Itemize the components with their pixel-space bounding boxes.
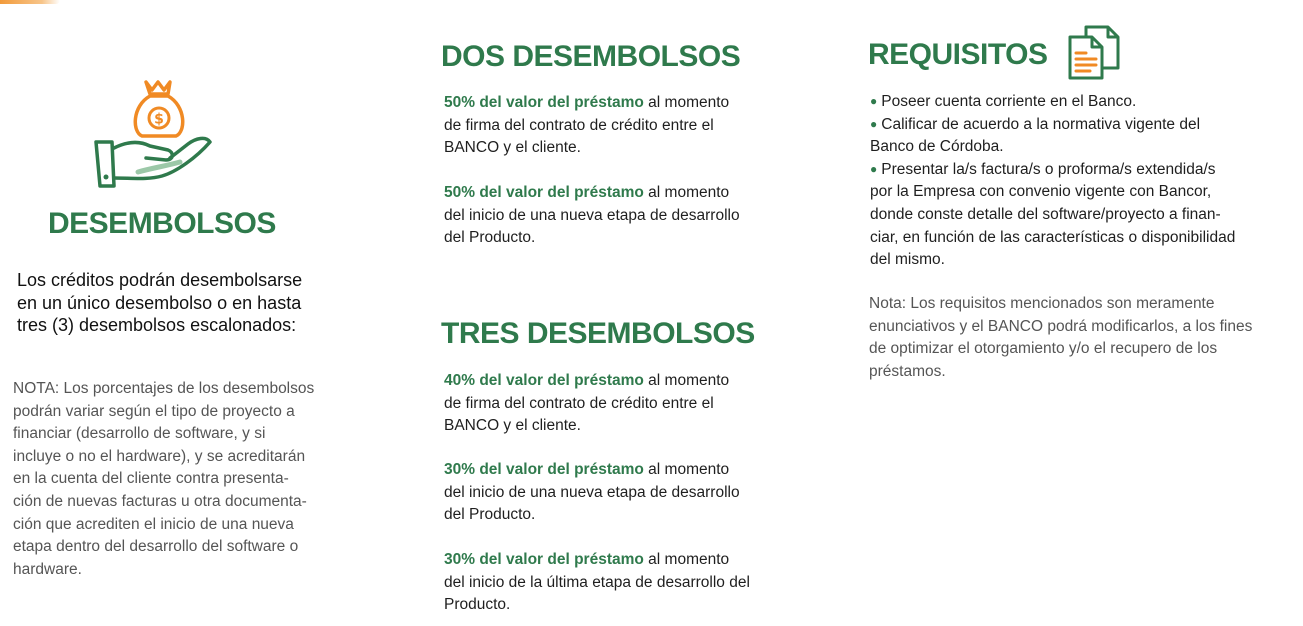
note-line: enunciativos y el BANCO podrá modificarlos, a los fines [869, 317, 1253, 335]
note-line: Nota: Los requisitos mencionados son meramente [869, 295, 1215, 312]
percentage-highlight: 30% del valor del préstamo [444, 551, 644, 568]
item-text: donde conste detalle del software/proyecto a finan- [870, 205, 1221, 223]
item-text: Calificar de acuerdo a la normativa vigente del [881, 115, 1201, 133]
note-line: de optimizar el otorgamiento y/o el recupero de los [869, 340, 1218, 358]
desembolsos-intro [17, 269, 347, 337]
note-line: ción que acrediten el inicio de una nueva [13, 515, 294, 533]
corner-accent [0, 0, 60, 4]
desembolsos-note [13, 378, 353, 581]
documents-icon [1066, 24, 1124, 82]
item-text: Presentar la/s factura/s o proforma/s extendida/s [881, 160, 1216, 178]
requisitos-list [870, 91, 1290, 272]
svg-text:$: $ [154, 111, 164, 128]
item-text: al momento [643, 461, 730, 478]
item-text: ciar, en función de las características o disponibilidad [870, 228, 1236, 246]
item-text: al momento [643, 94, 730, 111]
item-text: del Producto. [444, 506, 536, 524]
note-line: préstamos. [869, 362, 946, 380]
percentage-highlight: 50% del valor del préstamo [444, 94, 644, 111]
requisitos-title: REQUISITOS [868, 38, 1048, 71]
tres-item-3 [444, 549, 814, 617]
note-line: etapa dentro del desarrollo del software o [13, 538, 299, 556]
percentage-highlight: 30% del valor del préstamo [444, 461, 644, 478]
intro-line: en un único desembolso o en hasta [17, 292, 302, 313]
item-text: BANCO y el cliente. [444, 139, 581, 157]
dos-item-2 [444, 182, 804, 250]
item-text: del mismo. [870, 251, 945, 269]
item-text: al momento [643, 372, 730, 389]
list-item [870, 114, 1290, 159]
item-text: de firma del contrato de crédito entre el [444, 116, 714, 134]
bullet-icon: ● [870, 161, 878, 176]
item-text: Poseer cuenta corriente en el Banco. [881, 93, 1137, 110]
note-line: NOTA: Los porcentajes de los desembolsos [13, 380, 315, 397]
dos-item-1 [444, 92, 804, 160]
note-line: en la cuenta del cliente contra presenta- [13, 470, 289, 488]
item-text: del Producto. [444, 229, 536, 247]
bullet-icon: ● [870, 116, 878, 131]
item-text: por la Empresa con convenio vigente con Bancor, [870, 183, 1212, 201]
note-line: ción de nuevas facturas u otra documenta- [13, 492, 307, 510]
item-text: del inicio de la última etapa de desarrollo del [444, 573, 750, 591]
intro-line: tres (3) desembolsos escalonados: [17, 315, 297, 335]
note-line: incluye o no el hardware), y se acreditarán [13, 447, 306, 465]
item-text: Producto. [444, 596, 511, 614]
item-text: Banco de Córdoba. [870, 138, 1004, 156]
dos-desembolsos-title: DOS DESEMBOLSOS [441, 40, 741, 73]
note-line: podrán variar según el tipo de proyecto a [13, 402, 295, 420]
item-text: del inicio de una nueva etapa de desarrollo [444, 206, 740, 224]
list-item [870, 159, 1290, 272]
desembolsos-title: DESEMBOLSOS [48, 207, 276, 240]
item-text: al momento [643, 184, 730, 201]
bullet-icon: ● [870, 94, 878, 108]
percentage-highlight: 40% del valor del préstamo [444, 372, 644, 389]
tres-item-1 [444, 370, 804, 438]
tres-desembolsos-title: TRES DESEMBOLSOS [441, 317, 755, 350]
item-text: de firma del contrato de crédito entre el [444, 394, 714, 412]
tres-item-2 [444, 459, 804, 527]
intro-line: Los créditos podrán desembolsarse [17, 270, 303, 290]
item-text: al momento [643, 551, 730, 568]
requisitos-note [869, 293, 1299, 383]
list-item [870, 91, 1290, 114]
note-line: hardware. [13, 560, 82, 578]
percentage-highlight: 50% del valor del préstamo [444, 184, 644, 201]
money-bag-hand-icon [92, 76, 216, 188]
note-line: financiar (desarrollo de software, y si [13, 425, 266, 443]
item-text: BANCO y el cliente. [444, 417, 581, 435]
item-text: del inicio de una nueva etapa de desarrollo [444, 483, 740, 501]
